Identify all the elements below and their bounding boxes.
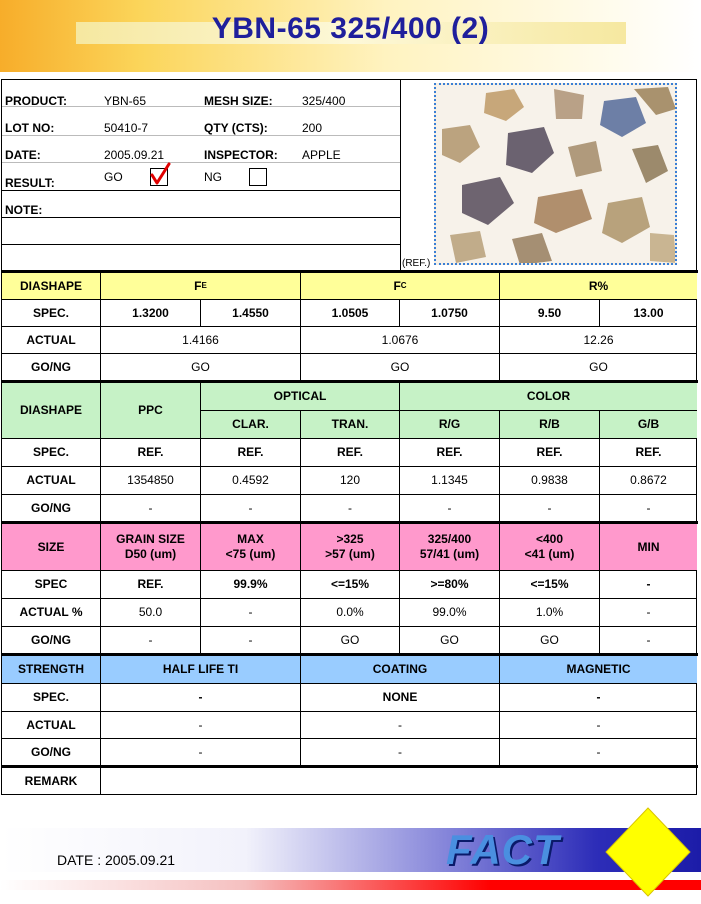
sec4-col-header: HALF LIFE TI: [101, 656, 301, 684]
product-value: YBN-65: [104, 94, 147, 108]
mesh-size-value: 325/400: [302, 94, 346, 108]
sec4-strength-header: STRENGTH: [2, 656, 101, 684]
date-value: 2005.09.21: [104, 148, 165, 162]
remark-field[interactable]: [101, 768, 697, 794]
sec4-gong-label: GO/NG: [2, 739, 101, 766]
sec3-gong-cell: -: [101, 627, 201, 654]
sec2-actual-cell: 0.4592: [201, 467, 301, 495]
sec3-gong-cell: GO: [301, 627, 400, 654]
note-label: NOTE:: [5, 203, 43, 217]
sec4-actual-cell: -: [101, 712, 301, 739]
sec1-actual-label: ACTUAL: [2, 327, 101, 354]
inspector-value: APPLE: [302, 148, 341, 162]
sec1-r-header: R%: [500, 273, 697, 300]
sec1-gong-cell: GO: [101, 354, 301, 381]
sec2-spec-cell: REF.: [201, 439, 301, 467]
sec2-spec-cell: REF.: [301, 439, 400, 467]
sec1-spec-cell: 1.3200: [101, 300, 201, 327]
sec2-spec-cell: REF.: [600, 439, 697, 467]
sec2-actual-cell: 1.1345: [400, 467, 500, 495]
sec3-size-header: SIZE: [2, 524, 101, 571]
sec4-spec-label: SPEC.: [2, 684, 101, 712]
sec1-spec-cell: 1.4550: [201, 300, 301, 327]
sec3-spec-label: SPEC: [2, 571, 101, 599]
sec4-spec-cell: -: [101, 684, 301, 712]
sec2-actual-cell: 0.8672: [600, 467, 697, 495]
sec1-diashape-header: DIASHAPE: [2, 273, 101, 300]
sec3-col-header: MAX <75 (um): [201, 524, 301, 571]
sec3-spec-cell: <=15%: [500, 571, 600, 599]
diamond-grains-image: [436, 85, 677, 265]
sec2-spec-cell: REF.: [101, 439, 201, 467]
checkmark-icon: [147, 161, 173, 187]
sec1-gong-cell: GO: [500, 354, 697, 381]
photo-ref-label: (REF.): [402, 258, 431, 269]
sec3-gong-cell: GO: [400, 627, 500, 654]
sec3-actual-cell: -: [600, 599, 697, 627]
product-label: PRODUCT:: [5, 94, 67, 108]
sec2-optical-header: OPTICAL: [201, 383, 400, 411]
result-ng-label: NG: [204, 170, 222, 184]
sec3-spec-cell: <=15%: [301, 571, 400, 599]
sec2-col-header: R/G: [400, 411, 500, 439]
sec2-gong-cell: -: [500, 495, 600, 522]
sec2-gong-cell: -: [201, 495, 301, 522]
sec3-spec-cell: 99.9%: [201, 571, 301, 599]
sec3-gong-cell: -: [201, 627, 301, 654]
sec1-gong-cell: GO: [301, 354, 500, 381]
sec3-spec-cell: -: [600, 571, 697, 599]
fact-logo: FACT: [446, 826, 560, 873]
result-go-label: GO: [104, 170, 123, 184]
inspector-label: INSPECTOR:: [204, 148, 278, 162]
sec3-col-header: 325/400 57/41 (um): [400, 524, 500, 571]
sec4-spec-cell: NONE: [301, 684, 500, 712]
sec3-actual-cell: -: [201, 599, 301, 627]
sec3-actual-label: ACTUAL %: [2, 599, 101, 627]
sec3-col-header: <400 <41 (um): [500, 524, 600, 571]
sec3-gong-label: GO/NG: [2, 627, 101, 654]
yellow-diamond-icon: [604, 806, 692, 898]
sec1-actual-cell: 1.0676: [301, 327, 500, 354]
sec3-gong-cell: -: [600, 627, 697, 654]
result-ng-checkbox[interactable]: [249, 168, 267, 186]
sec2-gong-cell: -: [600, 495, 697, 522]
sec2-ppc-header: PPC: [101, 383, 201, 439]
sec3-actual-cell: 50.0: [101, 599, 201, 627]
sec4-actual-cell: -: [301, 712, 500, 739]
sec2-spec-cell: REF.: [500, 439, 600, 467]
sec3-spec-cell: >=80%: [400, 571, 500, 599]
sec3-actual-cell: 99.0%: [400, 599, 500, 627]
sec2-diashape-header: DIASHAPE: [2, 383, 101, 439]
sec2-col-header: TRAN.: [301, 411, 400, 439]
result-label: RESULT:: [5, 176, 55, 190]
sec3-col-header: MIN: [600, 524, 697, 571]
sec2-spec-label: SPEC.: [2, 439, 101, 467]
sec2-gong-label: GO/NG: [2, 495, 101, 522]
sec2-col-header: R/B: [500, 411, 600, 439]
sec4-actual-label: ACTUAL: [2, 712, 101, 739]
remark-label: REMARK: [2, 768, 101, 794]
sec2-color-header: COLOR: [400, 383, 697, 411]
sec2-spec-cell: REF.: [400, 439, 500, 467]
date-label: DATE:: [5, 148, 41, 162]
result-go-checkbox[interactable]: [150, 168, 168, 186]
sec3-actual-cell: 0.0%: [301, 599, 400, 627]
sec1-spec-cell: 1.0750: [400, 300, 500, 327]
sec3-col-header: >325 >57 (um): [301, 524, 400, 571]
inspection-report-table: [1, 79, 697, 795]
footer-date: DATE : 2005.09.21: [57, 852, 176, 868]
sec2-actual-cell: 1354850: [101, 467, 201, 495]
sec2-actual-cell: 0.9838: [500, 467, 600, 495]
sec1-fc-header: F C: [301, 273, 500, 300]
sec4-gong-cell: -: [301, 739, 500, 766]
sec3-spec-cell: REF.: [101, 571, 201, 599]
sec2-gong-cell: -: [101, 495, 201, 522]
qty-label: QTY (CTS):: [204, 121, 268, 135]
sec1-actual-cell: 12.26: [500, 327, 697, 354]
sec1-spec-label: SPEC.: [2, 300, 101, 327]
sec2-gong-cell: -: [400, 495, 500, 522]
mesh-size-label: MESH SIZE:: [204, 94, 273, 108]
info-divider: [400, 80, 401, 270]
sec4-col-header: MAGNETIC: [500, 656, 697, 684]
sec3-actual-cell: 1.0%: [500, 599, 600, 627]
sec2-col-header: G/B: [600, 411, 697, 439]
sec2-col-header: CLAR.: [201, 411, 301, 439]
sec1-spec-cell: 13.00: [600, 300, 697, 327]
sec1-actual-cell: 1.4166: [101, 327, 301, 354]
qty-value: 200: [302, 121, 323, 135]
sec1-fe-header: F E: [101, 273, 301, 300]
diamond-sample-photo: [434, 83, 677, 265]
sec1-spec-cell: 1.0505: [301, 300, 400, 327]
sec3-gong-cell: GO: [500, 627, 600, 654]
sec4-gong-cell: -: [500, 739, 697, 766]
sec4-gong-cell: -: [101, 739, 301, 766]
sec3-col-header: GRAIN SIZE D50 (um): [101, 524, 201, 571]
sec2-actual-label: ACTUAL: [2, 467, 101, 495]
lot-no-label: LOT NO:: [5, 121, 55, 135]
sec4-spec-cell: -: [500, 684, 697, 712]
sec1-gong-label: GO/NG: [2, 354, 101, 381]
footer-red-stripe: [0, 880, 701, 890]
sec4-col-header: COATING: [301, 656, 500, 684]
sec2-gong-cell: -: [301, 495, 400, 522]
lot-no-value: 50410-7: [104, 121, 149, 135]
sec2-actual-cell: 120: [301, 467, 400, 495]
sec1-spec-cell: 9.50: [500, 300, 600, 327]
sec4-actual-cell: -: [500, 712, 697, 739]
page-title: YBN-65 325/400 (2): [211, 12, 490, 45]
